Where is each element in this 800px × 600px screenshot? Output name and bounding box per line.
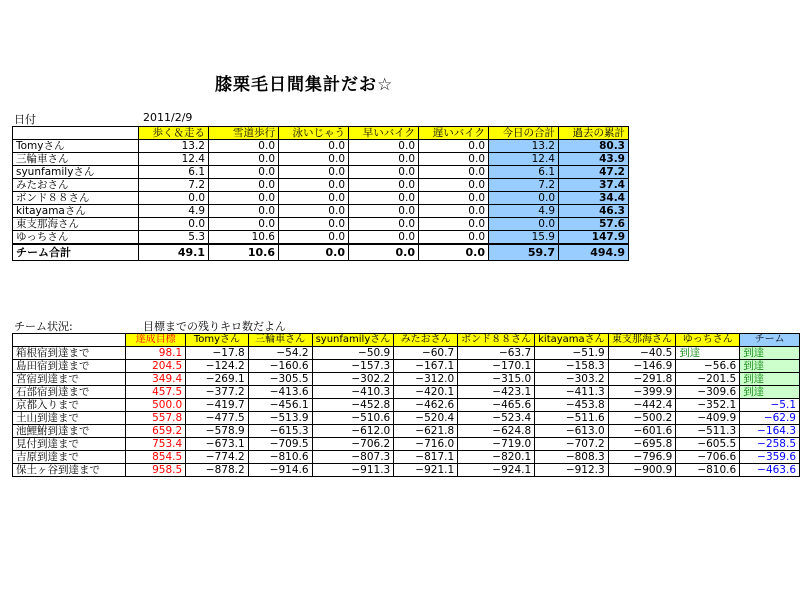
- member-remaining: −706.6: [676, 451, 740, 464]
- member-remaining: −50.9: [312, 347, 394, 360]
- daily-value: 0.0: [139, 192, 209, 205]
- member-remaining: −409.9: [676, 412, 740, 425]
- milestone-name: 土山到達まで: [13, 412, 126, 425]
- member-remaining: −419.7: [186, 399, 248, 412]
- member-remaining: −774.2: [186, 451, 248, 464]
- member-remaining: −291.8: [608, 373, 676, 386]
- member-remaining: −912.3: [535, 464, 609, 477]
- team-total-value: 494.9: [559, 244, 629, 261]
- milestone-name: 京都入りまで: [13, 399, 126, 412]
- daily-value: 10.6: [209, 231, 279, 245]
- daily-value: 46.3: [559, 205, 629, 218]
- daily-value: 0.0: [209, 205, 279, 218]
- member-remaining: −900.9: [608, 464, 676, 477]
- daily-value: 0.0: [349, 218, 419, 231]
- member-remaining: −511.3: [676, 425, 740, 438]
- daily-value: 12.4: [489, 153, 559, 166]
- daily-row: [13, 231, 629, 245]
- member-name: kitayamaさん: [13, 205, 139, 218]
- team-total-value: 0.0: [419, 244, 489, 261]
- header-cell-blank: [13, 334, 126, 347]
- member-remaining: −578.9: [186, 425, 248, 438]
- team-remaining: −258.5: [740, 438, 800, 451]
- member-remaining: −500.2: [608, 412, 676, 425]
- status-row: [13, 451, 800, 464]
- daily-value: 4.9: [139, 205, 209, 218]
- status-header-cell: kitayamaさん: [535, 334, 609, 347]
- status-header-cell: 東支那海さん: [608, 334, 676, 347]
- member-remaining: −442.4: [608, 399, 676, 412]
- date-value: 2011/2/9: [143, 111, 193, 124]
- status-row: [13, 347, 800, 360]
- member-remaining: −456.1: [248, 399, 312, 412]
- status-row: [13, 373, 800, 386]
- page-title: 膝栗毛日間集計だお☆: [215, 75, 394, 95]
- daily-value: 0.0: [489, 192, 559, 205]
- daily-value: 15.9: [489, 231, 559, 245]
- member-remaining: −158.3: [535, 360, 609, 373]
- member-remaining: −157.3: [312, 360, 394, 373]
- daily-value: 37.4: [559, 179, 629, 192]
- daily-header-row: [13, 127, 629, 140]
- member-remaining: 到達: [676, 347, 740, 360]
- member-remaining: −914.6: [248, 464, 312, 477]
- member-remaining: −309.6: [676, 386, 740, 399]
- member-remaining: −160.6: [248, 360, 312, 373]
- daily-value: 0.0: [349, 179, 419, 192]
- daily-value: 0.0: [209, 192, 279, 205]
- team-total-value: 0.0: [349, 244, 419, 261]
- member-remaining: −312.0: [394, 373, 458, 386]
- member-remaining: −520.4: [394, 412, 458, 425]
- team-remaining: −5.1: [740, 399, 800, 412]
- daily-value: 4.9: [489, 205, 559, 218]
- daily-value: 0.0: [349, 205, 419, 218]
- member-remaining: −808.3: [535, 451, 609, 464]
- member-remaining: −60.7: [394, 347, 458, 360]
- daily-value: 47.2: [559, 166, 629, 179]
- daily-value: 0.0: [419, 205, 489, 218]
- member-remaining: −124.2: [186, 360, 248, 373]
- member-remaining: −452.8: [312, 399, 394, 412]
- goal-distance: 204.5: [125, 360, 185, 373]
- member-remaining: −878.2: [186, 464, 248, 477]
- daily-header-cell: 雪道歩行: [209, 127, 279, 140]
- milestone-name: 保土ヶ谷到達まで: [13, 464, 126, 477]
- date-label: 日付: [14, 113, 36, 126]
- member-remaining: −707.2: [535, 438, 609, 451]
- member-remaining: −716.0: [394, 438, 458, 451]
- member-remaining: −477.5: [186, 412, 248, 425]
- daily-value: 0.0: [349, 140, 419, 153]
- daily-value: 0.0: [349, 153, 419, 166]
- member-remaining: −410.3: [312, 386, 394, 399]
- status-row: [13, 399, 800, 412]
- member-remaining: −513.9: [248, 412, 312, 425]
- member-name: syunfamilyさん: [13, 166, 139, 179]
- status-label: チーム状況:: [14, 320, 73, 333]
- daily-value: 0.0: [419, 179, 489, 192]
- daily-value: 13.2: [139, 140, 209, 153]
- status-row: [13, 360, 800, 373]
- goal-distance: 349.4: [125, 373, 185, 386]
- daily-value: 12.4: [139, 153, 209, 166]
- daily-value: 0.0: [279, 179, 349, 192]
- member-remaining: −695.8: [608, 438, 676, 451]
- daily-value: 0.0: [209, 179, 279, 192]
- milestone-name: 見付到達まで: [13, 438, 126, 451]
- daily-value: 0.0: [279, 153, 349, 166]
- member-remaining: −612.0: [312, 425, 394, 438]
- member-remaining: −511.6: [535, 412, 609, 425]
- daily-row: [13, 192, 629, 205]
- goal-distance: 98.1: [125, 347, 185, 360]
- daily-value: 7.2: [139, 179, 209, 192]
- daily-value: 0.0: [279, 205, 349, 218]
- member-remaining: −315.0: [458, 373, 535, 386]
- daily-value: 80.3: [559, 140, 629, 153]
- team-total-value: 10.6: [209, 244, 279, 261]
- member-remaining: −709.5: [248, 438, 312, 451]
- daily-value: 0.0: [209, 153, 279, 166]
- daily-value: 34.4: [559, 192, 629, 205]
- daily-value: 0.0: [279, 192, 349, 205]
- daily-row: [13, 179, 629, 192]
- daily-value: 0.0: [419, 231, 489, 245]
- member-remaining: −613.0: [535, 425, 609, 438]
- daily-header-cell: 泳いじゃう: [279, 127, 349, 140]
- member-remaining: −921.1: [394, 464, 458, 477]
- daily-value: 147.9: [559, 231, 629, 245]
- milestone-name: 島田宿到達まで: [13, 360, 126, 373]
- milestone-name: 箱根宿到達まで: [13, 347, 126, 360]
- member-remaining: −302.2: [312, 373, 394, 386]
- goal-distance: 457.5: [125, 386, 185, 399]
- status-row: [13, 464, 800, 477]
- goal-distance: 958.5: [125, 464, 185, 477]
- member-remaining: −63.7: [458, 347, 535, 360]
- member-remaining: −269.1: [186, 373, 248, 386]
- daily-value: 6.1: [139, 166, 209, 179]
- member-remaining: −411.3: [535, 386, 609, 399]
- member-name: ゆっちさん: [13, 231, 139, 245]
- daily-total-row: [13, 244, 629, 261]
- header-cell-blank: [13, 127, 139, 140]
- member-remaining: −601.6: [608, 425, 676, 438]
- member-remaining: −413.6: [248, 386, 312, 399]
- status-header-cell: syunfamilyさん: [312, 334, 394, 347]
- daily-value: 5.3: [139, 231, 209, 245]
- team-total-value: 59.7: [489, 244, 559, 261]
- team-remaining: 到達: [740, 373, 800, 386]
- daily-header-cell: 歩く＆走る: [139, 127, 209, 140]
- daily-value: 6.1: [489, 166, 559, 179]
- member-remaining: −621.8: [394, 425, 458, 438]
- member-remaining: −377.2: [186, 386, 248, 399]
- member-remaining: −820.1: [458, 451, 535, 464]
- team-remaining: 到達: [740, 386, 800, 399]
- member-remaining: −167.1: [394, 360, 458, 373]
- status-row: [13, 386, 800, 399]
- daily-value: 0.0: [139, 218, 209, 231]
- daily-value: 43.9: [559, 153, 629, 166]
- daily-value: 0.0: [349, 231, 419, 245]
- status-caption: 目標までの残りキロ数だよん: [143, 320, 286, 333]
- member-remaining: −706.2: [312, 438, 394, 451]
- team-remaining: −463.6: [740, 464, 800, 477]
- team-remaining: −359.6: [740, 451, 800, 464]
- member-remaining: −40.5: [608, 347, 676, 360]
- daily-value: 0.0: [279, 140, 349, 153]
- daily-value: 0.0: [419, 166, 489, 179]
- member-remaining: −465.6: [458, 399, 535, 412]
- member-remaining: −510.6: [312, 412, 394, 425]
- member-remaining: −420.1: [394, 386, 458, 399]
- daily-value: 0.0: [209, 140, 279, 153]
- daily-value: 0.0: [349, 192, 419, 205]
- member-name: Tomyさん: [13, 140, 139, 153]
- member-remaining: −56.6: [676, 360, 740, 373]
- status-header-row: [13, 334, 800, 347]
- daily-value: 0.0: [209, 218, 279, 231]
- status-header-cell: みたおさん: [394, 334, 458, 347]
- daily-value: 57.6: [559, 218, 629, 231]
- daily-row: [13, 153, 629, 166]
- team-remaining: 到達: [740, 347, 800, 360]
- daily-table: [12, 126, 629, 261]
- milestone-name: 石部宿到達まで: [13, 386, 126, 399]
- daily-value: 0.0: [419, 192, 489, 205]
- member-remaining: −51.9: [535, 347, 609, 360]
- goal-distance: 500.0: [125, 399, 185, 412]
- daily-row: [13, 218, 629, 231]
- member-remaining: −605.5: [676, 438, 740, 451]
- daily-value: 0.0: [419, 140, 489, 153]
- team-total-value: 49.1: [139, 244, 209, 261]
- member-remaining: −352.1: [676, 399, 740, 412]
- member-remaining: −817.1: [394, 451, 458, 464]
- goal-distance: 659.2: [125, 425, 185, 438]
- daily-row: [13, 140, 629, 153]
- daily-value: 0.0: [209, 166, 279, 179]
- member-remaining: −719.0: [458, 438, 535, 451]
- goal-distance: 753.4: [125, 438, 185, 451]
- goal-distance: 557.8: [125, 412, 185, 425]
- member-name: 東支那海さん: [13, 218, 139, 231]
- goal-distance: 854.5: [125, 451, 185, 464]
- team-remaining: 到達: [740, 360, 800, 373]
- status-header-cell: ボンド８８さん: [458, 334, 535, 347]
- daily-row: [13, 166, 629, 179]
- milestone-name: 池鯉鮒到達まで: [13, 425, 126, 438]
- member-remaining: −170.1: [458, 360, 535, 373]
- daily-value: 0.0: [349, 166, 419, 179]
- member-remaining: −423.1: [458, 386, 535, 399]
- daily-value: 0.0: [279, 231, 349, 245]
- daily-header-cell: 遅いバイク: [419, 127, 489, 140]
- daily-header-cell: 早いバイク: [349, 127, 419, 140]
- daily-value: 0.0: [419, 153, 489, 166]
- member-name: 三輪車さん: [13, 153, 139, 166]
- member-remaining: −462.6: [394, 399, 458, 412]
- milestone-name: 宮宿到達まで: [13, 373, 126, 386]
- daily-value: 0.0: [279, 218, 349, 231]
- daily-value: 13.2: [489, 140, 559, 153]
- member-remaining: −303.2: [535, 373, 609, 386]
- team-remaining: −164.3: [740, 425, 800, 438]
- status-row: [13, 438, 800, 451]
- member-remaining: −305.5: [248, 373, 312, 386]
- member-remaining: −624.8: [458, 425, 535, 438]
- status-row: [13, 412, 800, 425]
- member-remaining: −453.8: [535, 399, 609, 412]
- member-name: みたおさん: [13, 179, 139, 192]
- milestone-name: 吉原到達まで: [13, 451, 126, 464]
- member-remaining: −399.9: [608, 386, 676, 399]
- member-remaining: −911.3: [312, 464, 394, 477]
- member-remaining: −810.6: [676, 464, 740, 477]
- member-remaining: −673.1: [186, 438, 248, 451]
- member-remaining: −17.8: [186, 347, 248, 360]
- member-remaining: −807.3: [312, 451, 394, 464]
- daily-header-cell: 今日の合計: [489, 127, 559, 140]
- status-row: [13, 425, 800, 438]
- status-header-cell: チーム: [740, 334, 800, 347]
- daily-value: 0.0: [279, 166, 349, 179]
- member-remaining: −924.1: [458, 464, 535, 477]
- member-remaining: −810.6: [248, 451, 312, 464]
- team-total-value: 0.0: [279, 244, 349, 261]
- status-header-cell: 三輪車さん: [248, 334, 312, 347]
- daily-row: [13, 205, 629, 218]
- daily-value: 0.0: [489, 218, 559, 231]
- member-remaining: −796.9: [608, 451, 676, 464]
- member-remaining: −54.2: [248, 347, 312, 360]
- member-remaining: −146.9: [608, 360, 676, 373]
- daily-value: 7.2: [489, 179, 559, 192]
- member-name: ボンド８８さん: [13, 192, 139, 205]
- member-remaining: −523.4: [458, 412, 535, 425]
- daily-header-cell: 過去の累計: [559, 127, 629, 140]
- member-remaining: −201.5: [676, 373, 740, 386]
- status-header-cell: 達成目標: [125, 334, 185, 347]
- status-header-cell: ゆっちさん: [676, 334, 740, 347]
- status-header-cell: Tomyさん: [186, 334, 248, 347]
- team-total-label: チーム合計: [13, 244, 139, 261]
- team-remaining: −62.9: [740, 412, 800, 425]
- status-table: [12, 333, 800, 477]
- daily-value: 0.0: [419, 218, 489, 231]
- member-remaining: −615.3: [248, 425, 312, 438]
